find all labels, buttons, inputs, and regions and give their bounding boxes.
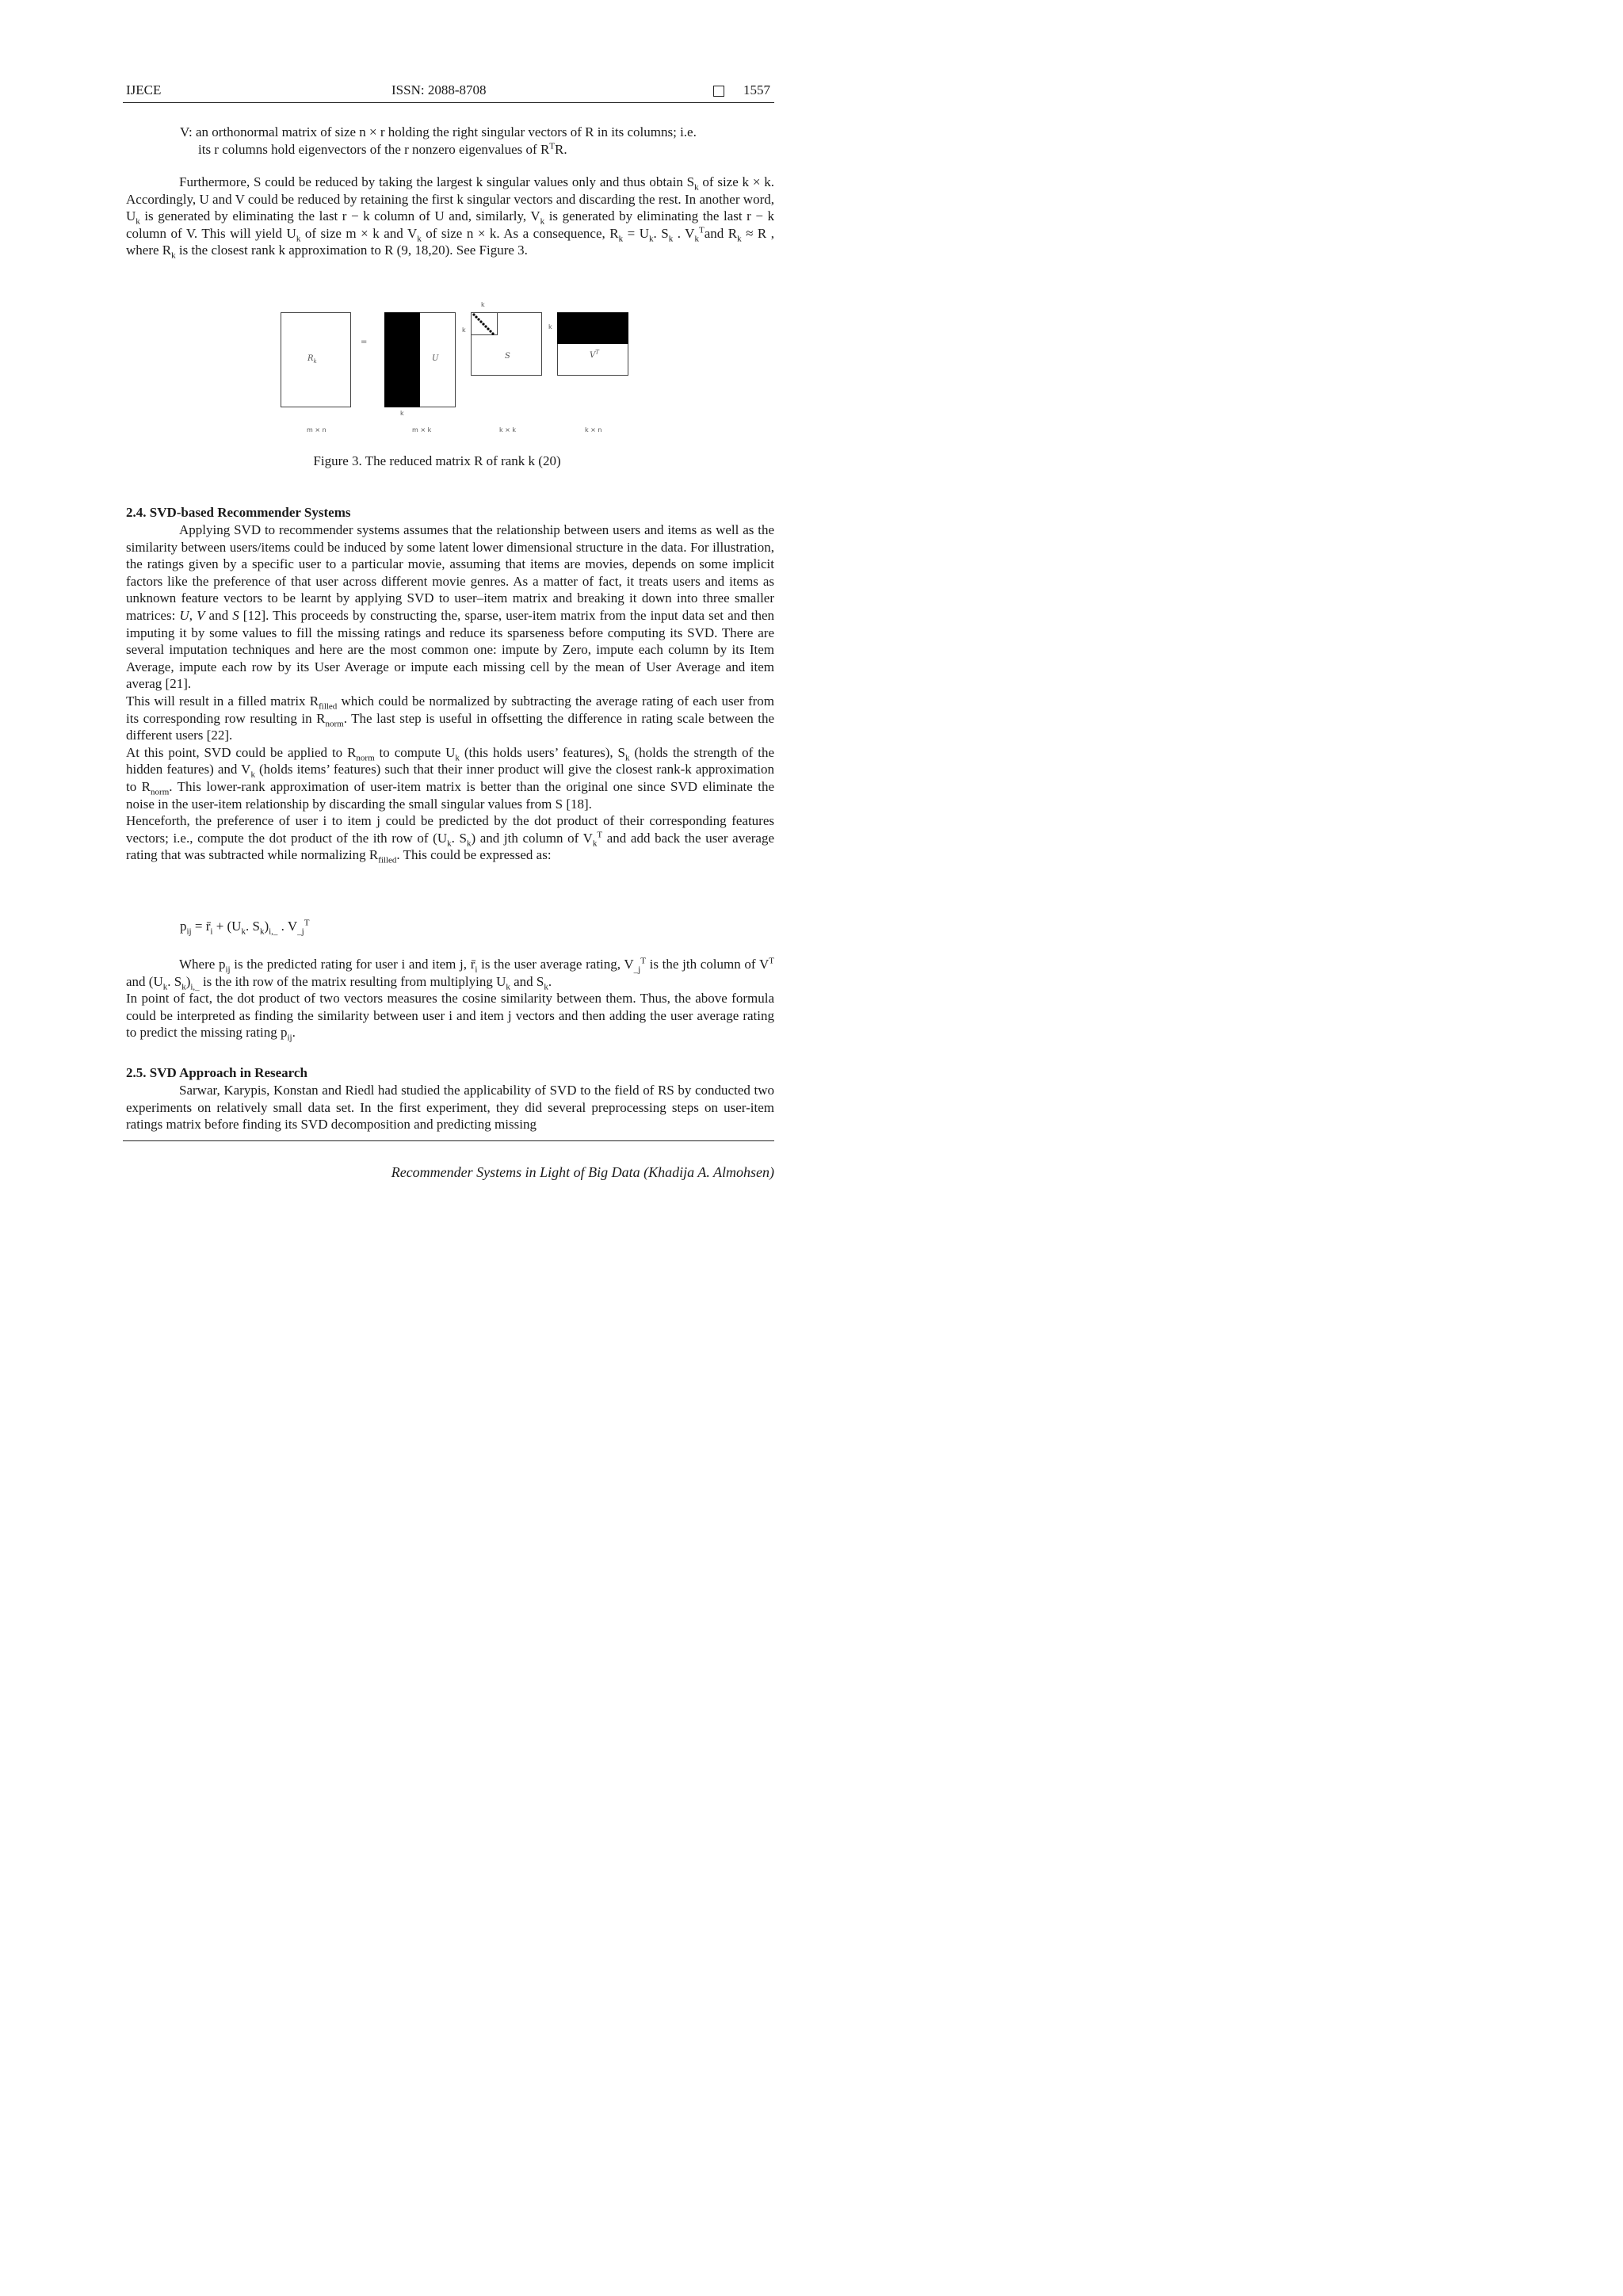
dim-m-k: m × k xyxy=(412,426,432,434)
dim-k-k: k × k xyxy=(499,426,517,434)
equation-explanation: Where $p_{ij}$ is the predicted rating for user i and item j, $r̄_i$ is the user average rating, $V_{\_j}^T$ is the jth column of $V^T$ and ($U_k$. $S_k)_{i,\_}$ is the ith row of the matrix resulting from multiplying $U_k$ and $S_k$. In point of fact, the dot product of two vectors measures the cosine similarity between them. Thus, the above formula could be interpreted as finding the similarity between user i and item j vectors and then adding the user average rating to predict the missing rating $p_{ij}$. xyxy=(126,956,774,1043)
section-2-5-body xyxy=(126,1082,774,1133)
section-heading-2-4: 2.4. SVD-based Recommender Systems xyxy=(126,505,351,520)
figure-caption: Figure 3. The reduced matrix R of rank k (20) xyxy=(313,453,561,468)
diagonal-dots-icon xyxy=(472,313,498,336)
v-definition xyxy=(180,124,774,158)
v-def-line2-end: R. xyxy=(555,141,567,157)
issn: ISSN: 2088-8708 xyxy=(391,82,487,97)
v-def-line2 xyxy=(180,141,774,159)
matrix-vt-krows xyxy=(557,312,628,344)
label-s: S xyxy=(505,352,510,361)
paragraph-reduction: Furthermore, S could be reduced by taking the largest k singular values only and thus obtain $S_k$ of size k × k. Accordingly, U and V could be reduced by retaining the first k singular vectors and discarding the rest. In another word, $U_k$ is generated by eliminating the last r − k column of U and, similarly, $V_k$ is generated by eliminating the last r − k column of V. This will yield $U_k$ of size m × k and $V_k$ of size n × k. As a consequence, $R_k = U_k$. $S_k$ . $V_k^Tand$ $R_k \approx R$ , where $R_k$ is the closest rank k approximation to R (9, 18,20). See Figure 3. xyxy=(126,174,774,261)
label-k-vt: k xyxy=(548,323,552,330)
dim-k-n: k × n xyxy=(585,426,602,434)
header-rule xyxy=(123,102,774,103)
journal-name: IJECE xyxy=(126,82,162,97)
label-k-s-left: k xyxy=(462,327,466,334)
page-number: 1557 xyxy=(743,82,770,97)
v-def-line2-text: its r columns hold eigenvectors of the r nonzero eigenvalues of R xyxy=(198,141,550,157)
square-icon xyxy=(713,86,724,97)
v-def-line1: V: an orthonormal matrix of size n × r holding the right singular vectors of R in its columns; i.e. xyxy=(180,124,697,139)
section-2-4-body: Applying SVD to recommender systems assumes that the relationship between users and items as well as the similarity between users/items could be induced by some latent lower dimensional structure in the data. For illustration, the ratings given by a specific user to a particular movie, assuming that items are movies, depends on some implicit factors like the preference of that user across different movie genres. As a matter of fact, it treats users and items as unknown feature vectors to be learnt by applying SVD to user–item matrix and breaking it down into three smaller matrices: U, V and S [12]. This proceeds by constructing the, sparse, user-item matrix from the input data set and then imputing it by some values to fill the missing ratings and reduce its sparseness before computing its SVD. There are several imputation techniques and here are the most common one: impute by Zero, impute each column by its Item Average, impute each row by its User Average or impute each missing cell by the mean of User Average and item averag [21]. This will result in a filled matrix $R_{filled}$ which could be normalized by subtracting the average rating of each user from its corresponding row resulting in $R_{norm}$. The last step is useful in offsetting the difference in rating scale between the different users [22]. At this point, SVD could be applied to $R_{norm}$ to compute $U_k$ (this holds users’ features), $S_k$ (holds the strength of the hidden features) and $V_k$ (holds items’ features) such that their inner product will give the closest rank-k approximation to $R_{norm}$. This lower-rank approximation of user-item matrix is better than the original one since SVD eliminate the noise in the user-item relationship by discarding the small singular values from S [18]. Henceforth, the preference of user i to item j could be predicted by the dot product of their corresponding features vectors; i.e., compute the dot product of the ith row of ($U_k$. $S_k$) and jth column of $V_k^T$ and add back the user average rating that was subtracted while normalizing $R_{filled}$. This could be expressed as: xyxy=(126,522,775,865)
label-equals: = xyxy=(361,338,368,346)
section-heading-2-5: 2.5. SVD Approach in Research xyxy=(126,1065,307,1080)
section-2-5-text: Sarwar, Karypis, Konstan and Riedl had studied the applicability of SVD to the field of RS by conducted two experiments on relatively small data set. In the first experiment, they did several preprocessing steps on user-item ratings matrix before finding its SVD decomposition and predicting missing xyxy=(126,1083,774,1133)
label-k-s-top: k xyxy=(481,301,485,308)
running-footer: Recommender Systems in Light of Big Data (Khadija A. Almohsen) xyxy=(391,1164,774,1180)
label-u: U xyxy=(432,354,439,363)
label-vt: $V^T$ xyxy=(590,349,599,360)
matrix-u-kcols xyxy=(384,312,420,407)
footer-rule xyxy=(123,1140,774,1141)
label-k-u: k xyxy=(400,410,404,417)
dim-m-n: m × n xyxy=(307,426,327,434)
label-rk: $R_k$ xyxy=(307,354,317,365)
v-def-sup: T xyxy=(549,140,556,151)
matrix-s-kblock xyxy=(471,312,498,335)
prediction-equation: $p_{ij}$ = $r̄_i + (U_k$. $S_k)_{i,\_}$ . $V_{\_j}^T$ xyxy=(180,918,310,937)
